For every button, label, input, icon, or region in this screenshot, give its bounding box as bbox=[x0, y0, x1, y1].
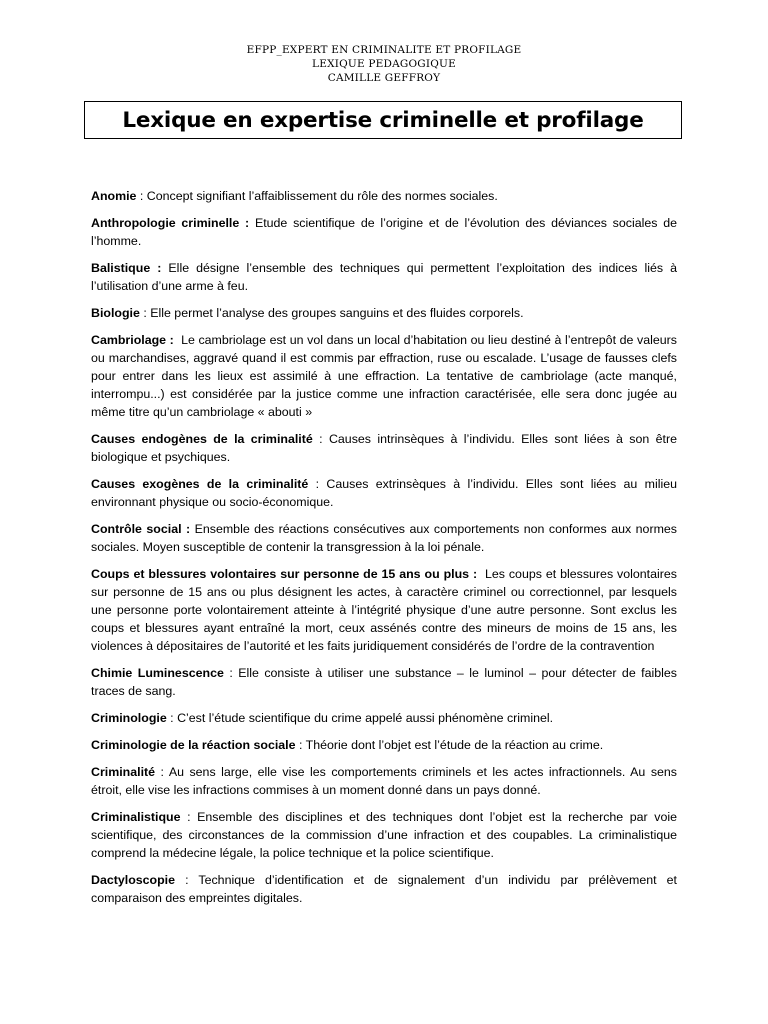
glossary-term: Causes endogènes de la criminalité bbox=[91, 432, 313, 446]
page-title: Lexique en expertise criminelle et profilage bbox=[122, 107, 644, 133]
title-box bbox=[84, 101, 682, 139]
glossary-entry-dactyloscopie bbox=[91, 871, 677, 907]
glossary-definition: Technique d’identification et de signalement d’un individu par prélèvement et comparaison des empreintes digitales. bbox=[91, 873, 677, 905]
glossary-list bbox=[91, 187, 677, 916]
glossary-definition: Elle consiste à utiliser une substance – le luminol – pour détecter de faibles traces de sang. bbox=[91, 666, 677, 698]
glossary-definition: C’est l’étude scientifique du crime appelé aussi phénomène criminel. bbox=[177, 711, 554, 725]
glossary-separator: : bbox=[155, 765, 169, 779]
glossary-separator: : bbox=[180, 810, 198, 824]
glossary-separator: : bbox=[312, 432, 329, 446]
glossary-entry-criminologie-reaction-sociale bbox=[91, 736, 677, 754]
glossary-term: Coups et blessures volontaires sur personne de 15 ans ou plus : bbox=[91, 567, 478, 581]
glossary-term: Contrôle social : bbox=[91, 522, 191, 536]
glossary-entry-anomie bbox=[91, 187, 677, 205]
glossary-definition: Concept signifiant l’affaiblissement du rôle des normes sociales. bbox=[146, 189, 498, 203]
glossary-entry-controle-social bbox=[91, 520, 677, 556]
glossary-entry-criminalite bbox=[91, 763, 677, 799]
glossary-term: Chimie Luminescence bbox=[91, 666, 224, 680]
header-line-school: EFPP_EXPERT EN CRIMINALITE ET PROFILAGE bbox=[246, 44, 522, 56]
glossary-separator: : bbox=[139, 306, 151, 320]
glossary-entry-chimie-luminescence bbox=[91, 664, 677, 700]
glossary-definition: Théorie dont l’objet est l’étude de la réaction au crime. bbox=[305, 738, 604, 752]
glossary-entry-biologie bbox=[91, 304, 677, 322]
glossary-term: Cambriolage : bbox=[91, 333, 174, 347]
glossary-entry-causes-endogenes bbox=[91, 430, 677, 466]
glossary-definition: Elle désigne l’ensemble des techniques qui permettent l’exploitation des indices liés à l’utilisation d’une arme à feu. bbox=[91, 261, 677, 293]
glossary-term: Anthropologie criminelle : bbox=[91, 216, 250, 230]
header-line-author: CAMILLE GEFFROY bbox=[327, 72, 441, 84]
glossary-definition: Causes intrinsèques à l’individu. Elles sont liées à son être biologique et psychiques. bbox=[91, 432, 678, 464]
glossary-separator: : bbox=[308, 477, 327, 491]
glossary-definition: Les coups et blessures volontaires sur personne de 15 ans ou plus désignent les actes, à caractère criminel ou correctionnel, par lesquels une personne porte volontairement atteinte à l’intégrité physique d’une autre personne. Sont exclus les coups et blessures ayant entraîné la mort, ceux assénés contre des mineurs de moins de 15 ans, les violences à dépositaires de l’autorité et les faits juridiquement considérés de l’ordre de la contravention bbox=[91, 567, 677, 653]
glossary-entry-criminologie bbox=[91, 709, 677, 727]
glossary-entry-causes-exogenes bbox=[91, 475, 677, 511]
glossary-term: Criminalité bbox=[91, 765, 156, 779]
glossary-entry-cambriolage bbox=[91, 331, 677, 421]
glossary-separator bbox=[174, 333, 181, 347]
glossary-definition: Ensemble des disciplines et des techniques dont l’objet est la recherche par voie scientifique, des circonstances de la commission d’une infraction et des coupables. La criminalistique comprend la médecine légale, la police technique et la police scientifique. bbox=[91, 810, 677, 860]
glossary-definition: Le cambriolage est un vol dans un local d’habitation ou lieu destiné à l’entrepôt de valeurs ou marchandises, aggravé quand il est commis par effraction, ruse ou escalade. L’usage de fausses clefs pour entrer dans les lieux est assimilé à une effraction. La tentative de cambriolage (acte manqué, interrompu...) est considérée par la justice comme une infraction caractérisée, elle sera donc jugée au même titre qu’un cambriolage « abouti » bbox=[91, 333, 677, 419]
document-header bbox=[0, 43, 768, 85]
glossary-term: Anomie bbox=[91, 189, 137, 203]
glossary-definition: Ensemble des réactions consécutives aux comportements non conformes aux normes sociales. Moyen susceptible de contenir la transgression à la loi pénale. bbox=[91, 522, 677, 554]
glossary-separator: : bbox=[223, 666, 239, 680]
glossary-entry-criminalistique bbox=[91, 808, 677, 862]
glossary-term: Balistique : bbox=[91, 261, 162, 275]
glossary-term: Criminologie de la réaction sociale bbox=[91, 738, 296, 752]
glossary-entry-anthropologie-criminelle bbox=[91, 214, 677, 250]
glossary-separator: : bbox=[295, 738, 306, 752]
glossary-separator bbox=[477, 567, 485, 581]
glossary-term: Dactyloscopie bbox=[91, 873, 176, 887]
glossary-separator: : bbox=[175, 873, 199, 887]
header-line-subject: LEXIQUE PEDAGOGIQUE bbox=[312, 58, 456, 70]
glossary-term: Biologie bbox=[91, 306, 140, 320]
glossary-separator: : bbox=[136, 189, 147, 203]
glossary-definition: Au sens large, elle vise les comportements criminels et les actes infractionnels. Au sens étroit, elle vise les infractions commises à un moment donné dans un pays donné. bbox=[91, 765, 677, 797]
glossary-term: Causes exogènes de la criminalité bbox=[91, 477, 309, 491]
glossary-entry-balistique bbox=[91, 259, 677, 295]
glossary-definition: Causes extrinsèques à l’individu. Elles sont liées au milieu environnant physique ou socio-économique. bbox=[91, 477, 677, 509]
glossary-entry-coups-et-blessures bbox=[91, 565, 677, 655]
glossary-term: Criminologie bbox=[91, 711, 167, 725]
glossary-definition: Etude scientifique de l’origine et de l’évolution des déviances sociales de l’homme. bbox=[91, 216, 677, 248]
glossary-term: Criminalistique bbox=[91, 810, 181, 824]
glossary-definition: Elle permet l’analyse des groupes sanguins et des fluides corporels. bbox=[150, 306, 524, 320]
glossary-separator: : bbox=[166, 711, 178, 725]
